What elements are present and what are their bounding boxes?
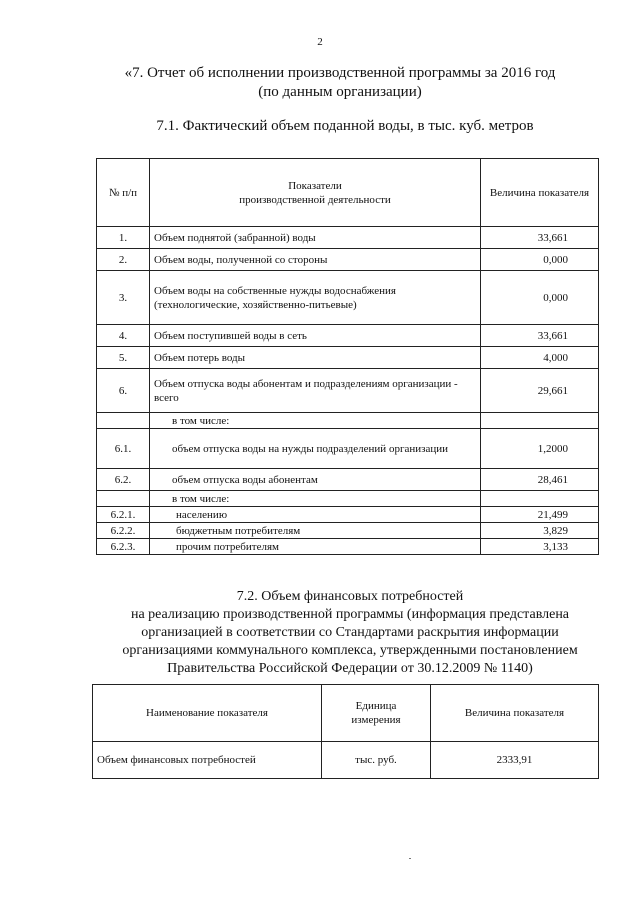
row-name: Объем финансовых потребностей — [93, 742, 322, 779]
header-indicator — [150, 159, 481, 227]
row-name: объем отпуска воды абонентам — [150, 469, 481, 491]
section-2-title-line5: Правительства Российской Федерации от 30.12.2009 № 1140) — [167, 661, 533, 676]
page-number: 2 — [317, 36, 323, 48]
header-unit-line1: Единица — [355, 700, 397, 712]
section-1-title: 7.1. Фактический объем поданной воды, в тыс. куб. метров — [156, 118, 534, 134]
table-row — [97, 369, 599, 413]
row-value: 3,829 — [481, 523, 599, 539]
row-num: 5. — [97, 347, 150, 369]
row-value: 28,461 — [481, 469, 599, 491]
row-value: 0,000 — [481, 271, 599, 325]
report-heading-line2: (по данным организации) — [258, 84, 422, 100]
table-row — [97, 429, 599, 469]
table-row — [97, 539, 599, 555]
row-value: 33,661 — [481, 227, 599, 249]
table-row — [97, 413, 599, 429]
row-value: 4,000 — [481, 347, 599, 369]
header-indicator-line1: Показатели — [288, 179, 342, 192]
report-heading-line1: «7. Отчет об исполнении производственной программы за 2016 год — [124, 65, 556, 81]
section-2-title-line2: на реализацию производственной программы (информация представлена — [130, 607, 570, 622]
row-num: 2. — [97, 249, 150, 271]
table-row — [93, 742, 599, 779]
row-value — [481, 413, 599, 429]
header-value: Величина показателя — [481, 159, 599, 227]
header-num: № п/п — [97, 159, 150, 227]
row-value: 29,661 — [481, 369, 599, 413]
row-num — [97, 491, 150, 507]
table-row — [97, 325, 599, 347]
section-2-title — [80, 588, 620, 678]
row-value: 1,2000 — [481, 429, 599, 469]
report-heading — [110, 64, 570, 102]
table-header-row — [97, 159, 599, 227]
table-row — [97, 347, 599, 369]
row-name: Объем потерь воды — [150, 347, 481, 369]
row-num: 6.2.1. — [97, 507, 150, 523]
table-row — [97, 491, 599, 507]
row-num — [97, 413, 150, 429]
financial-needs-table — [92, 684, 599, 779]
row-num: 3. — [97, 271, 150, 325]
row-value: 33,661 — [481, 325, 599, 347]
row-value: 21,499 — [481, 507, 599, 523]
row-value: 0,000 — [481, 249, 599, 271]
header-indicator-name: Наименование показателя — [93, 685, 322, 742]
row-name: в том числе: — [150, 491, 481, 507]
row-name: Объем поступившей воды в сеть — [150, 325, 481, 347]
section-2-title-line1: 7.2. Объем финансовых потребностей — [236, 589, 464, 604]
row-num: 1. — [97, 227, 150, 249]
row-name: Объем воды на собственные нужды водоснабжения (технологические, хозяйственно-питьевые) — [150, 271, 481, 325]
row-num: 6.2.2. — [97, 523, 150, 539]
table-row — [97, 271, 599, 325]
row-num: 4. — [97, 325, 150, 347]
header-value: Величина показателя — [431, 685, 599, 742]
table-row — [97, 227, 599, 249]
row-value: 3,133 — [481, 539, 599, 555]
page-mark — [409, 858, 411, 859]
row-num: 6.2. — [97, 469, 150, 491]
row-num: 6. — [97, 369, 150, 413]
row-name: Объем воды, полученной со стороны — [150, 249, 481, 271]
header-indicator-line2: производственной деятельности — [239, 193, 391, 206]
row-value: 2333,91 — [431, 742, 599, 779]
section-2-title-line3: организацией в соответствии со Стандартами раскрытия информации — [141, 625, 559, 640]
header-unit — [322, 685, 431, 742]
table-header-row — [93, 685, 599, 742]
header-unit-line2: измерения — [351, 714, 401, 726]
water-volume-table — [96, 158, 599, 555]
row-name: прочим потребителям — [150, 539, 481, 555]
row-name: в том числе: — [150, 413, 481, 429]
section-2-title-line4: организациями коммунального комплекса, утвержденными постановлением — [122, 643, 578, 658]
row-name: населению — [150, 507, 481, 523]
table-row — [97, 249, 599, 271]
row-num: 6.2.3. — [97, 539, 150, 555]
row-num: 6.1. — [97, 429, 150, 469]
table-row — [97, 469, 599, 491]
row-name: объем отпуска воды на нужды подразделений организации — [150, 429, 481, 469]
table-row — [97, 523, 599, 539]
row-name: бюджетным потребителям — [150, 523, 481, 539]
row-name: Объем отпуска воды абонентам и подразделениям организации - всего — [150, 369, 481, 413]
row-value — [481, 491, 599, 507]
table-row — [97, 507, 599, 523]
row-unit: тыс. руб. — [322, 742, 431, 779]
row-name: Объем поднятой (забранной) воды — [150, 227, 481, 249]
